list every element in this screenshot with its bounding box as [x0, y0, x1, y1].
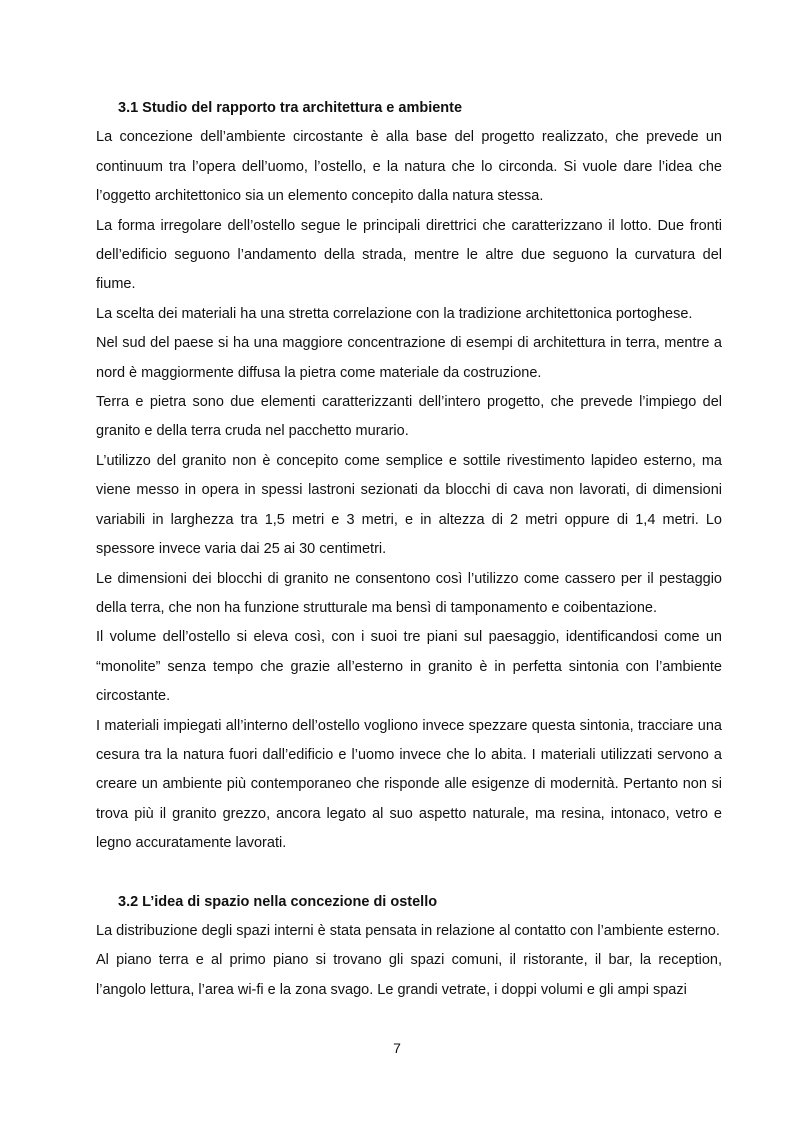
paragraph: Il volume dell’ostello si eleva così, con i suoi tre piani sul paesaggio, identificandosi come un “monolite” senza tempo che grazie all’esterno in granito è in perfetta sintonia con l’ambiente circostante. — [96, 629, 722, 705]
paragraph: Terra e pietra sono due elementi caratterizzanti dell’intero progetto, che prevede l’impiego del granito e della terra cruda nel pacchetto murario. — [96, 394, 722, 440]
page-number: 7 — [393, 1040, 401, 1056]
paragraph: La forma irregolare dell’ostello segue le principali direttrici che caratterizzano il lotto. Due fronti dell’edificio seguono l’andamento della strada, mentre le altre due seguono la curvatura del fiume. — [96, 217, 722, 293]
paragraph: Al piano terra e al primo piano si trovano gli spazi comuni, il ristorante, il bar, la reception, l’angolo lettura, l’area wi-fi e la zona svago. Le grandi vetrate, i doppi volumi e gli ampi spazi — [96, 952, 722, 998]
paragraph: I materiali impiegati all’interno dell’ostello vogliono invece spezzare questa sintonia, tracciare una cesura tra la natura fuori dall’edificio e l’uomo invece che lo abita. I materiali utilizzati servono a creare un ambiente più contemporaneo che risponde alle esigenze di modernità. Pertanto non si trova più il granito grezzo, ancora legato al suo aspetto naturale, ma resina, intonaco, vetro e legno accuratamente lavorati. — [96, 717, 722, 852]
section-heading: 3.1 Studio del rapporto tra architettura e ambiente — [118, 100, 463, 116]
paragraph: La concezione dell’ambiente circostante è alla base del progetto realizzato, che prevede un continuum tra l’opera dell’uomo, l’ostello, e la natura che lo circonda. Si vuole dare l’idea che l’oggetto architettonico sia un elemento concepito dalla natura stessa. — [96, 129, 722, 205]
section-3-2 — [96, 888, 722, 1006]
page-body — [96, 94, 722, 1005]
paragraph: La distribuzione degli spazi interni è stata pensata in relazione al contatto con l’ambiente esterno. — [96, 922, 720, 939]
paragraph: Nel sud del paese si ha una maggiore concentrazione di esempi di architettura in terra, mentre a nord è maggiormente diffusa la pietra come materiale da costruzione. — [96, 335, 722, 381]
paragraph: La scelta dei materiali ha una stretta correlazione con la tradizione architettonica portoghese. — [96, 305, 693, 322]
section-3-1 — [96, 94, 722, 859]
section-heading: 3.2 L’idea di spazio nella concezione di ostello — [118, 893, 438, 910]
paragraph: L’utilizzo del granito non è concepito come semplice e sottile rivestimento lapideo esterno, ma viene messo in opera in spessi lastroni sezionati da blocchi di cava non lavorati, di dimensioni variabili in larghezza tra 1,5 metri e 3 metri, e in altezza di 2 metri oppure di 1,4 metri. Lo spessore invece varia dai 25 ai 30 centimetri. — [96, 452, 722, 558]
paragraph: Le dimensioni dei blocchi di granito ne consentono così l’utilizzo come cassero per il pestaggio della terra, che non ha funzione strutturale ma bensì di tamponamento e coibentazione. — [96, 570, 722, 616]
